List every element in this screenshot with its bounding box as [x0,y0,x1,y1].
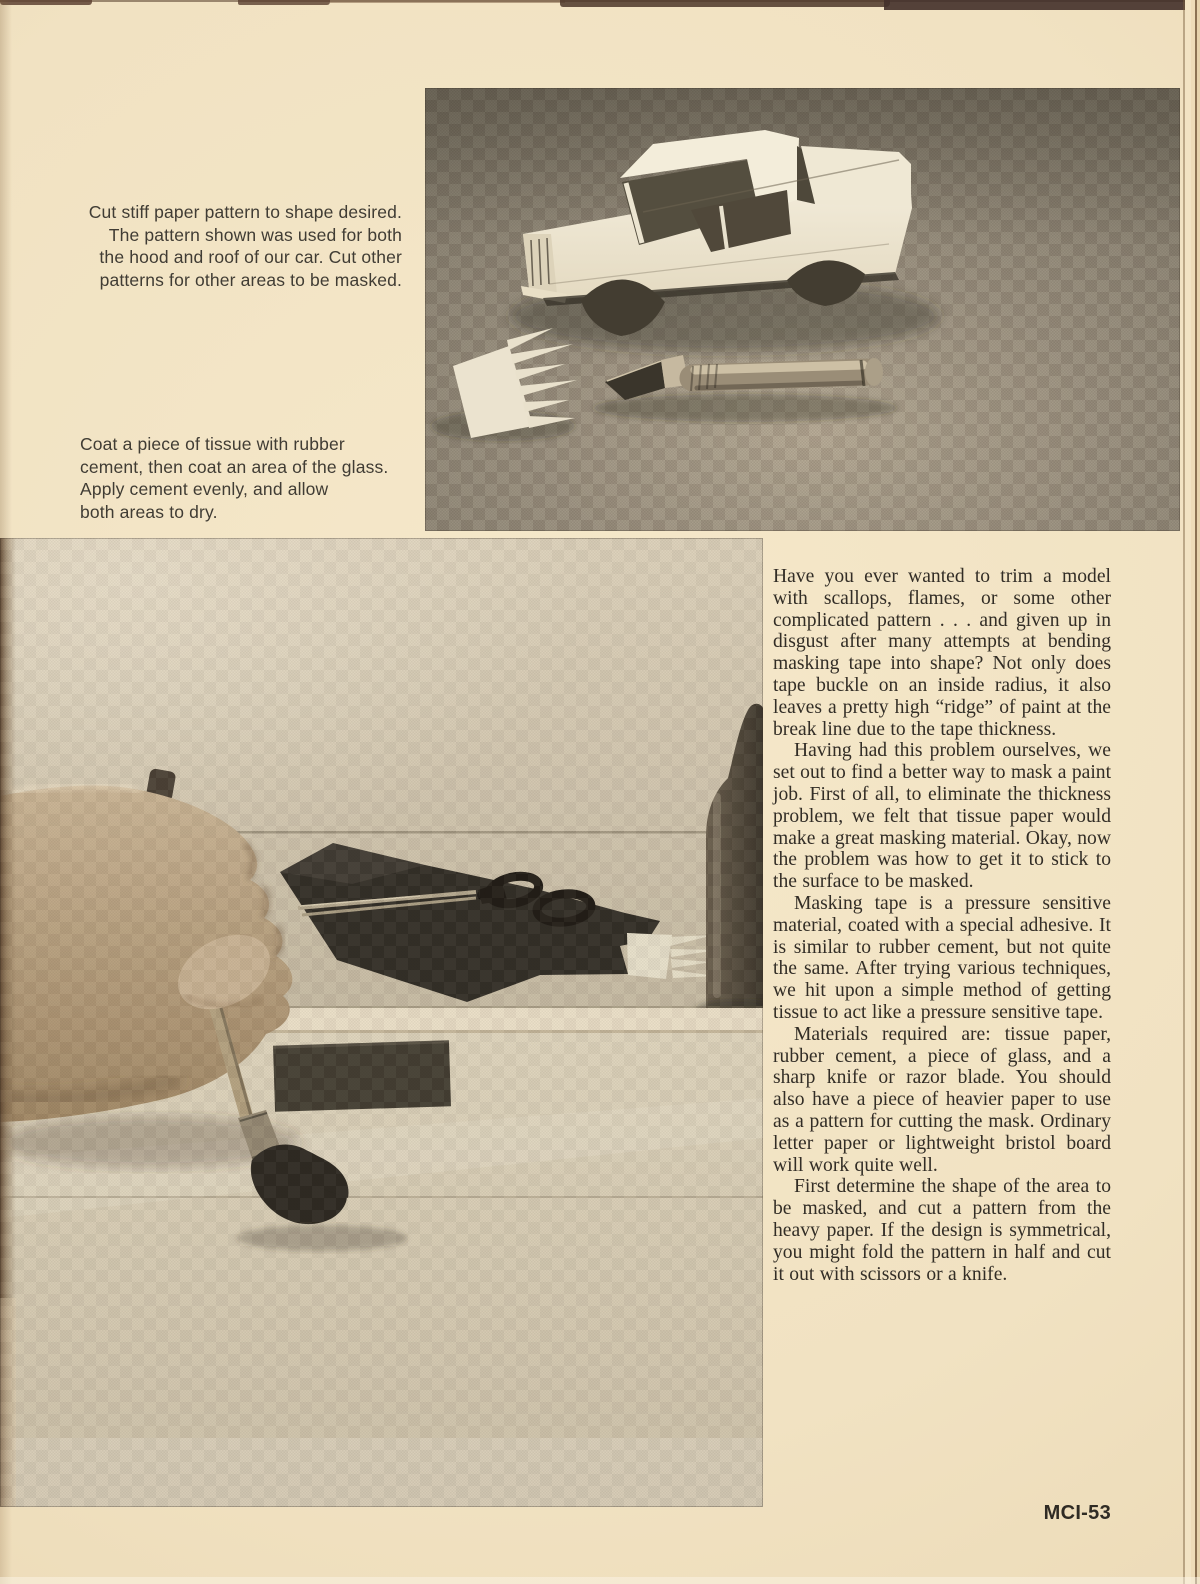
photo-cement-brush [0,538,763,1507]
caption-line: the hood and roof of our car. Cut other [99,247,402,267]
scan-top-mark [0,0,92,5]
caption-line: Apply cement evenly, and allow [80,479,329,499]
page-gutter-shade [0,1507,12,1584]
page-gutter-shade [0,0,12,538]
page-bottom-edge [0,1577,1200,1584]
caption-line: both areas to dry. [80,501,218,522]
caption-line: The pattern shown was used for both [108,224,402,245]
page-right-edge [1183,0,1200,1584]
article-body [773,566,1111,1285]
scan-top-mark [560,0,890,7]
page-number: MCI-53 [1043,1502,1111,1524]
caption-line: Coat a piece of tissue with rubber [80,434,345,454]
article-paragraph: Materials required are: tissue paper, rubber cement, a piece of glass, and a sharp knife or razor blade. You should also have a piece of heavier paper to use as a pattern for cutting the mask. Ordinary letter paper or lightweight bristol board will work quite well. [773,1023,1111,1176]
article-paragraph: Have you ever wanted to trim a model with scallops, flames, or some other complicated pattern . . . and given up in disgust after many attempts at bending masking tape into shape? Not only does tape buckle on an inside radius, it also leaves a pretty high “ridge” of paint at the break line due to the tape thickness. [773,566,1111,740]
scan-top-mark [330,0,565,3]
caption-line: Cut stiff paper pattern to shape desired. [88,202,402,222]
scan-top-mark [238,0,330,5]
article-paragraph: First determine the shape of the area to be masked, and cut a pattern from the heavy paper. If the design is symmetrical, you might fold the pattern in half and cut it out with scissors or a knife. [773,1176,1111,1285]
caption-line: patterns for other areas to be masked. [99,269,402,290]
article-paragraph: Having had this problem ourselves, we set out to find a better way to mask a paint job. First of all, to eliminate the thickness problem, we felt that tissue paper would make a great masking material. Okay, now the problem was how to get it to stick to the surface to be masked. [773,740,1112,893]
photo-model-car [425,88,1180,531]
caption-cut-pattern [62,201,402,291]
scan-top-mark [884,0,1200,10]
caption-coat-tissue [80,433,410,523]
caption-line: cement, then coat an area of the glass. [80,456,389,477]
knife-butt-cap [865,358,883,386]
article-paragraph: Masking tape is a pressure sensitive material, coated with a special adhesive. It is similar to rubber cement, but not quite the same. After trying various techniques, we hit upon a simple method of getting tissue to act like a pressure sensitive tape. [773,892,1111,1023]
